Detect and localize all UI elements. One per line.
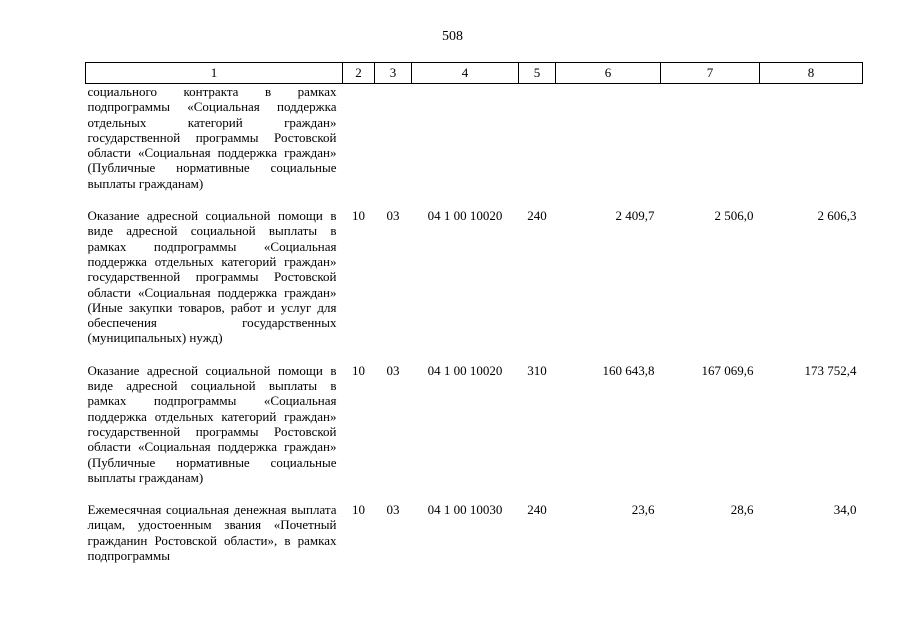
row-expense-type: 240 bbox=[527, 502, 547, 518]
row-target: 04 1 00 10030 bbox=[427, 502, 503, 518]
row-expense-type: 310 bbox=[527, 362, 547, 378]
header-row bbox=[86, 63, 863, 84]
header-col-4: 4 bbox=[412, 63, 519, 84]
row-description: Оказание адресной социальной помощи в виде адресной социальной выплаты в рамках подпрограммы «Социальная поддержка отдельных категорий граждан» государственной программы Ростовской области «Социальная поддержка граждан» (Иные закупки товаров, работ и услуг для обеспечения государственных (муниципальных) нужд) bbox=[87, 208, 337, 346]
header-col-2: 2 bbox=[343, 63, 375, 84]
budget-table bbox=[85, 62, 863, 563]
row-description: Оказание адресной социальной помощи в виде адресной социальной выплаты в рамках подпрограммы «Социальная поддержка отдельных категорий граждан» государственной программы Ростовской области «Социальная поддержка граждан» (Публичные нормативные социальные выплаты гражданам) bbox=[87, 362, 337, 485]
row-value-3: 2 606,3 bbox=[817, 208, 857, 224]
header-col-7: 7 bbox=[661, 63, 760, 84]
page-number: 508 bbox=[442, 29, 463, 44]
row-value-2: 28,6 bbox=[730, 502, 754, 518]
row-value-1: 23,6 bbox=[631, 502, 655, 518]
row-subsection: 03 bbox=[386, 502, 400, 518]
header-col-1: 1 bbox=[86, 63, 343, 84]
row-expense-type: 240 bbox=[527, 208, 547, 224]
header-col-5: 5 bbox=[519, 63, 556, 84]
row-value-3: 34,0 bbox=[833, 502, 857, 518]
header-col-6: 6 bbox=[556, 63, 661, 84]
row-subsection: 03 bbox=[386, 362, 400, 378]
continuation-description: социального контракта в рамках подпрограммы «Социальная поддержка отдельных категорий граждан» государственной программы Ростовской области «Социальная поддержка граждан» (Публичные нормативные социальные выплаты гражданам) bbox=[87, 84, 337, 191]
header-col-8: 8 bbox=[760, 63, 863, 84]
continuation-row bbox=[86, 84, 863, 192]
row-value-1: 160 643,8 bbox=[602, 362, 655, 378]
row-value-2: 2 506,0 bbox=[714, 208, 754, 224]
row-target: 04 1 00 10020 bbox=[427, 362, 503, 378]
row-subsection: 03 bbox=[386, 208, 400, 224]
row-value-2: 167 069,6 bbox=[701, 362, 754, 378]
row-value-1: 2 409,7 bbox=[615, 208, 655, 224]
table-row bbox=[86, 206, 863, 346]
row-description: Ежемесячная социальная денежная выплата лицам, удостоенным звания «Почетный гражданин Ростовской области», в рамках подпрограммы bbox=[87, 502, 337, 564]
row-section: 10 bbox=[352, 362, 365, 378]
table-row bbox=[86, 361, 863, 485]
header-col-3: 3 bbox=[375, 63, 412, 84]
row-value-3: 173 752,4 bbox=[804, 362, 857, 378]
row-section: 10 bbox=[352, 502, 365, 518]
row-target: 04 1 00 10020 bbox=[427, 208, 503, 224]
row-section: 10 bbox=[352, 208, 365, 224]
table-row bbox=[86, 500, 863, 563]
